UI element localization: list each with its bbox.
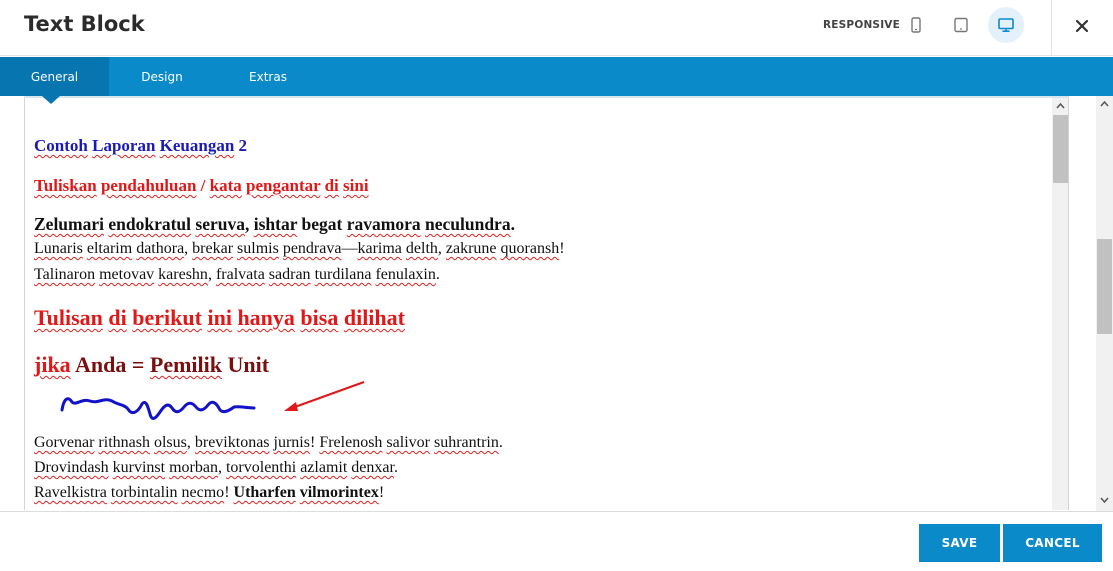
owner-notice-heading: Tulisan di berikut ini hanya bisa dilihat (34, 305, 405, 330)
document-title-link[interactable]: Contoh Laporan Keuangan 2 (34, 136, 248, 155)
active-tab-indicator (42, 96, 60, 104)
paragraph-bold-line: Zelumari endokratul seruva, ishtar begat ravamora neculundra. (34, 214, 515, 234)
desktop-icon (997, 17, 1015, 33)
cancel-button[interactable]: CANCEL (1003, 524, 1102, 562)
tab-bar (0, 57, 1113, 96)
tablet-icon (953, 17, 969, 33)
tab-design[interactable]: Design (141, 69, 183, 84)
arrow-head (284, 402, 298, 411)
modal-title: Text Block (24, 12, 145, 36)
owner-condition-heading: jika Anda = Pemilik Unit (34, 352, 270, 377)
editor-scrollbar[interactable] (1052, 98, 1069, 510)
modal-scrollbar[interactable] (1096, 96, 1113, 511)
paragraph-line-5: Drovindash kurvinst morban, torvolenthi azlamit denxar. (34, 459, 398, 476)
editor-scrollbar-thumb[interactable] (1053, 115, 1068, 183)
mobile-view-button[interactable] (898, 7, 934, 43)
tab-extras[interactable]: Extras (249, 69, 287, 84)
scroll-up-icon[interactable] (1100, 100, 1109, 107)
paragraph-line-3: Talinaron metovav kareshn, fralvata sadran turdilana fenulaxin. (34, 266, 440, 283)
scroll-up-icon[interactable] (1056, 102, 1065, 109)
modal-scrollbar-thumb[interactable] (1097, 239, 1112, 334)
modal-header (0, 0, 1113, 56)
desktop-view-button[interactable] (988, 7, 1024, 43)
tab-general[interactable]: General (0, 57, 109, 96)
close-button[interactable] (1066, 10, 1098, 42)
header-divider (1051, 0, 1052, 56)
tablet-view-button[interactable] (943, 7, 979, 43)
arrow-shaft (292, 382, 364, 408)
paragraph-line-2: Lunaris eltarim dathora, brekar sulmis pendrava—karima delth, zakrune quoransh! (34, 240, 565, 257)
paragraph-line-4: Gorvenar rithnash olsus, breviktonas jurnis! Frelenosh salivor suhrantrin. (34, 434, 503, 451)
mobile-icon (910, 17, 922, 33)
modal-footer (0, 511, 1113, 571)
responsive-label: RESPONSIVE (823, 19, 900, 31)
scribble-mark (62, 399, 254, 419)
intro-heading: Tuliskan pendahuluan / kata pengantar di sini (34, 176, 369, 195)
text-editor[interactable] (24, 98, 1069, 510)
paragraph-line-6: Ravelkistra torbintalin necmo! Utharfen vilmorintex! (34, 484, 385, 501)
scroll-down-icon[interactable] (1100, 497, 1109, 504)
close-icon (1075, 19, 1089, 33)
redacted-scribble-and-arrow (34, 374, 394, 434)
save-button[interactable]: SAVE (919, 524, 1000, 562)
